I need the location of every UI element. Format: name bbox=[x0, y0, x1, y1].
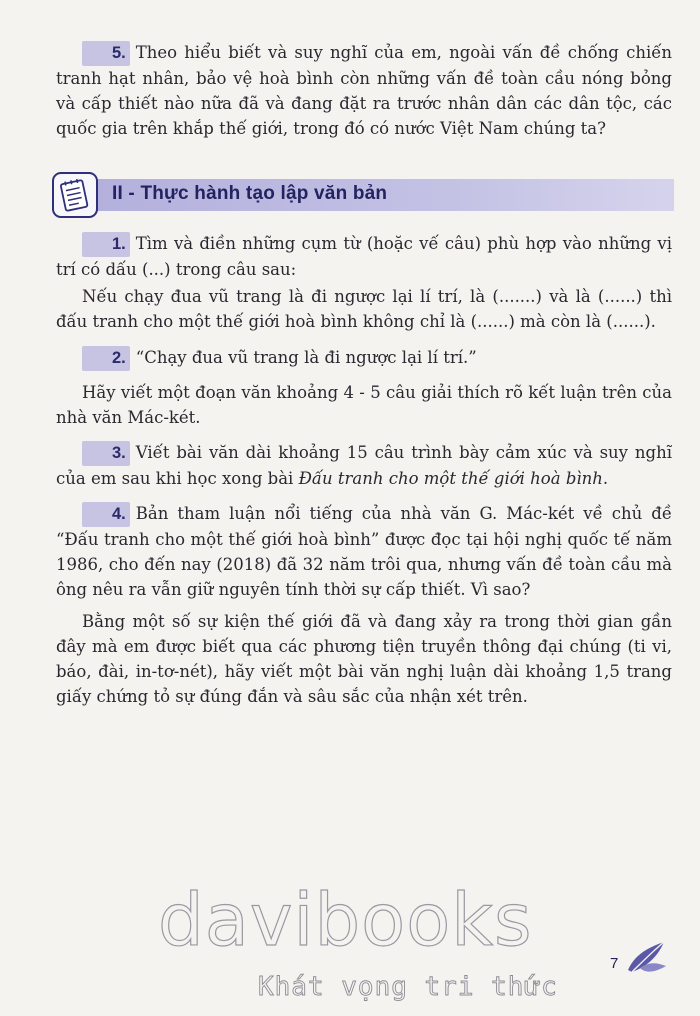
exercise-4 bbox=[56, 501, 672, 602]
exercise-3 bbox=[56, 440, 672, 491]
page-number: 7 bbox=[610, 955, 619, 972]
exercise-4-text2: Bằng một số sự kiện thế giới đã và đang xảy ra trong thời gian gần đây mà em được biết qua các phương tiện truyền thông đại chúng (ti vi, báo, đài, in-tơ-nét), hãy viết một bài văn nghị luận dài khoảng 1,5 trang giấy chứng tỏ sự đúng đắn và sâu sắc của nhận xét trên. bbox=[56, 612, 672, 706]
exercise-number: 3. bbox=[82, 441, 130, 466]
question-text: Theo hiểu biết và suy nghĩ của em, ngoài vấn đề chống chiến tranh hạt nhân, bảo vệ hoà bình còn những vấn đề toàn cầu nóng bỏng và cấp thiết nào nữa đã và đang đặt ra trước nhân dân các dân tộc, các quốc gia trên khắp thế giới, trong đó có nước Việt Nam chúng ta? bbox=[56, 43, 672, 138]
exercise-2-text: Hãy viết một đoạn văn khoảng 4 - 5 câu giải thích rõ kết luận trên của nhà văn Mác-két. bbox=[56, 383, 672, 427]
exercise-text-end: . bbox=[602, 469, 609, 488]
exercise-number: 2. bbox=[82, 346, 130, 371]
exercise-text: Tìm và điền những cụm từ (hoặc vế câu) phù hợp vào những vị trí có dấu (...) trong câu sau: bbox=[56, 234, 672, 279]
section-title: II - Thực hành tạo lập văn bản bbox=[112, 183, 388, 204]
exercise-number: 1. bbox=[82, 232, 130, 257]
exercise-text: Viết bài văn dài khoảng 15 câu trình bày cảm xúc và suy nghĩ của em sau khi học xong bài bbox=[56, 443, 672, 488]
leaf-icon bbox=[622, 936, 670, 978]
exercise-1 bbox=[56, 231, 672, 282]
work-title: Đấu tranh cho một thế giới hoà bình bbox=[298, 469, 603, 488]
exercise-quote: “Chạy đua vũ trang là đi ngược lại lí trí.” bbox=[135, 348, 477, 367]
notepad-icon bbox=[52, 172, 98, 218]
exercise-number: 4. bbox=[82, 502, 130, 527]
section-heading bbox=[52, 172, 674, 218]
exercise-2 bbox=[56, 345, 672, 371]
question-5 bbox=[56, 40, 672, 141]
watermark-tagline: Khát vọng tri thức bbox=[258, 972, 558, 1002]
exercise-text: Bản tham luận nổi tiếng của nhà văn G. Mác-két về chủ đề “Đấu tranh cho một thế giới hoà bình” được đọc tại hội nghị quốc tế năm 1986, cho đến nay (2018) đã 32 năm trôi qua, nhưng vấn đề toàn cầu mà ông nêu ra vẫn giữ nguyên tính thời sự cấp thiết. Vì sao? bbox=[56, 504, 672, 599]
watermark: davibooks bbox=[158, 878, 533, 962]
exercise-1-sentence: Nếu chạy đua vũ trang là đi ngược lại lí trí, là (.......) và là (......) thì đấu tranh cho một thế giới hoà bình không chỉ là (......) mà còn là (......). bbox=[56, 287, 672, 331]
question-number: 5. bbox=[82, 41, 130, 66]
